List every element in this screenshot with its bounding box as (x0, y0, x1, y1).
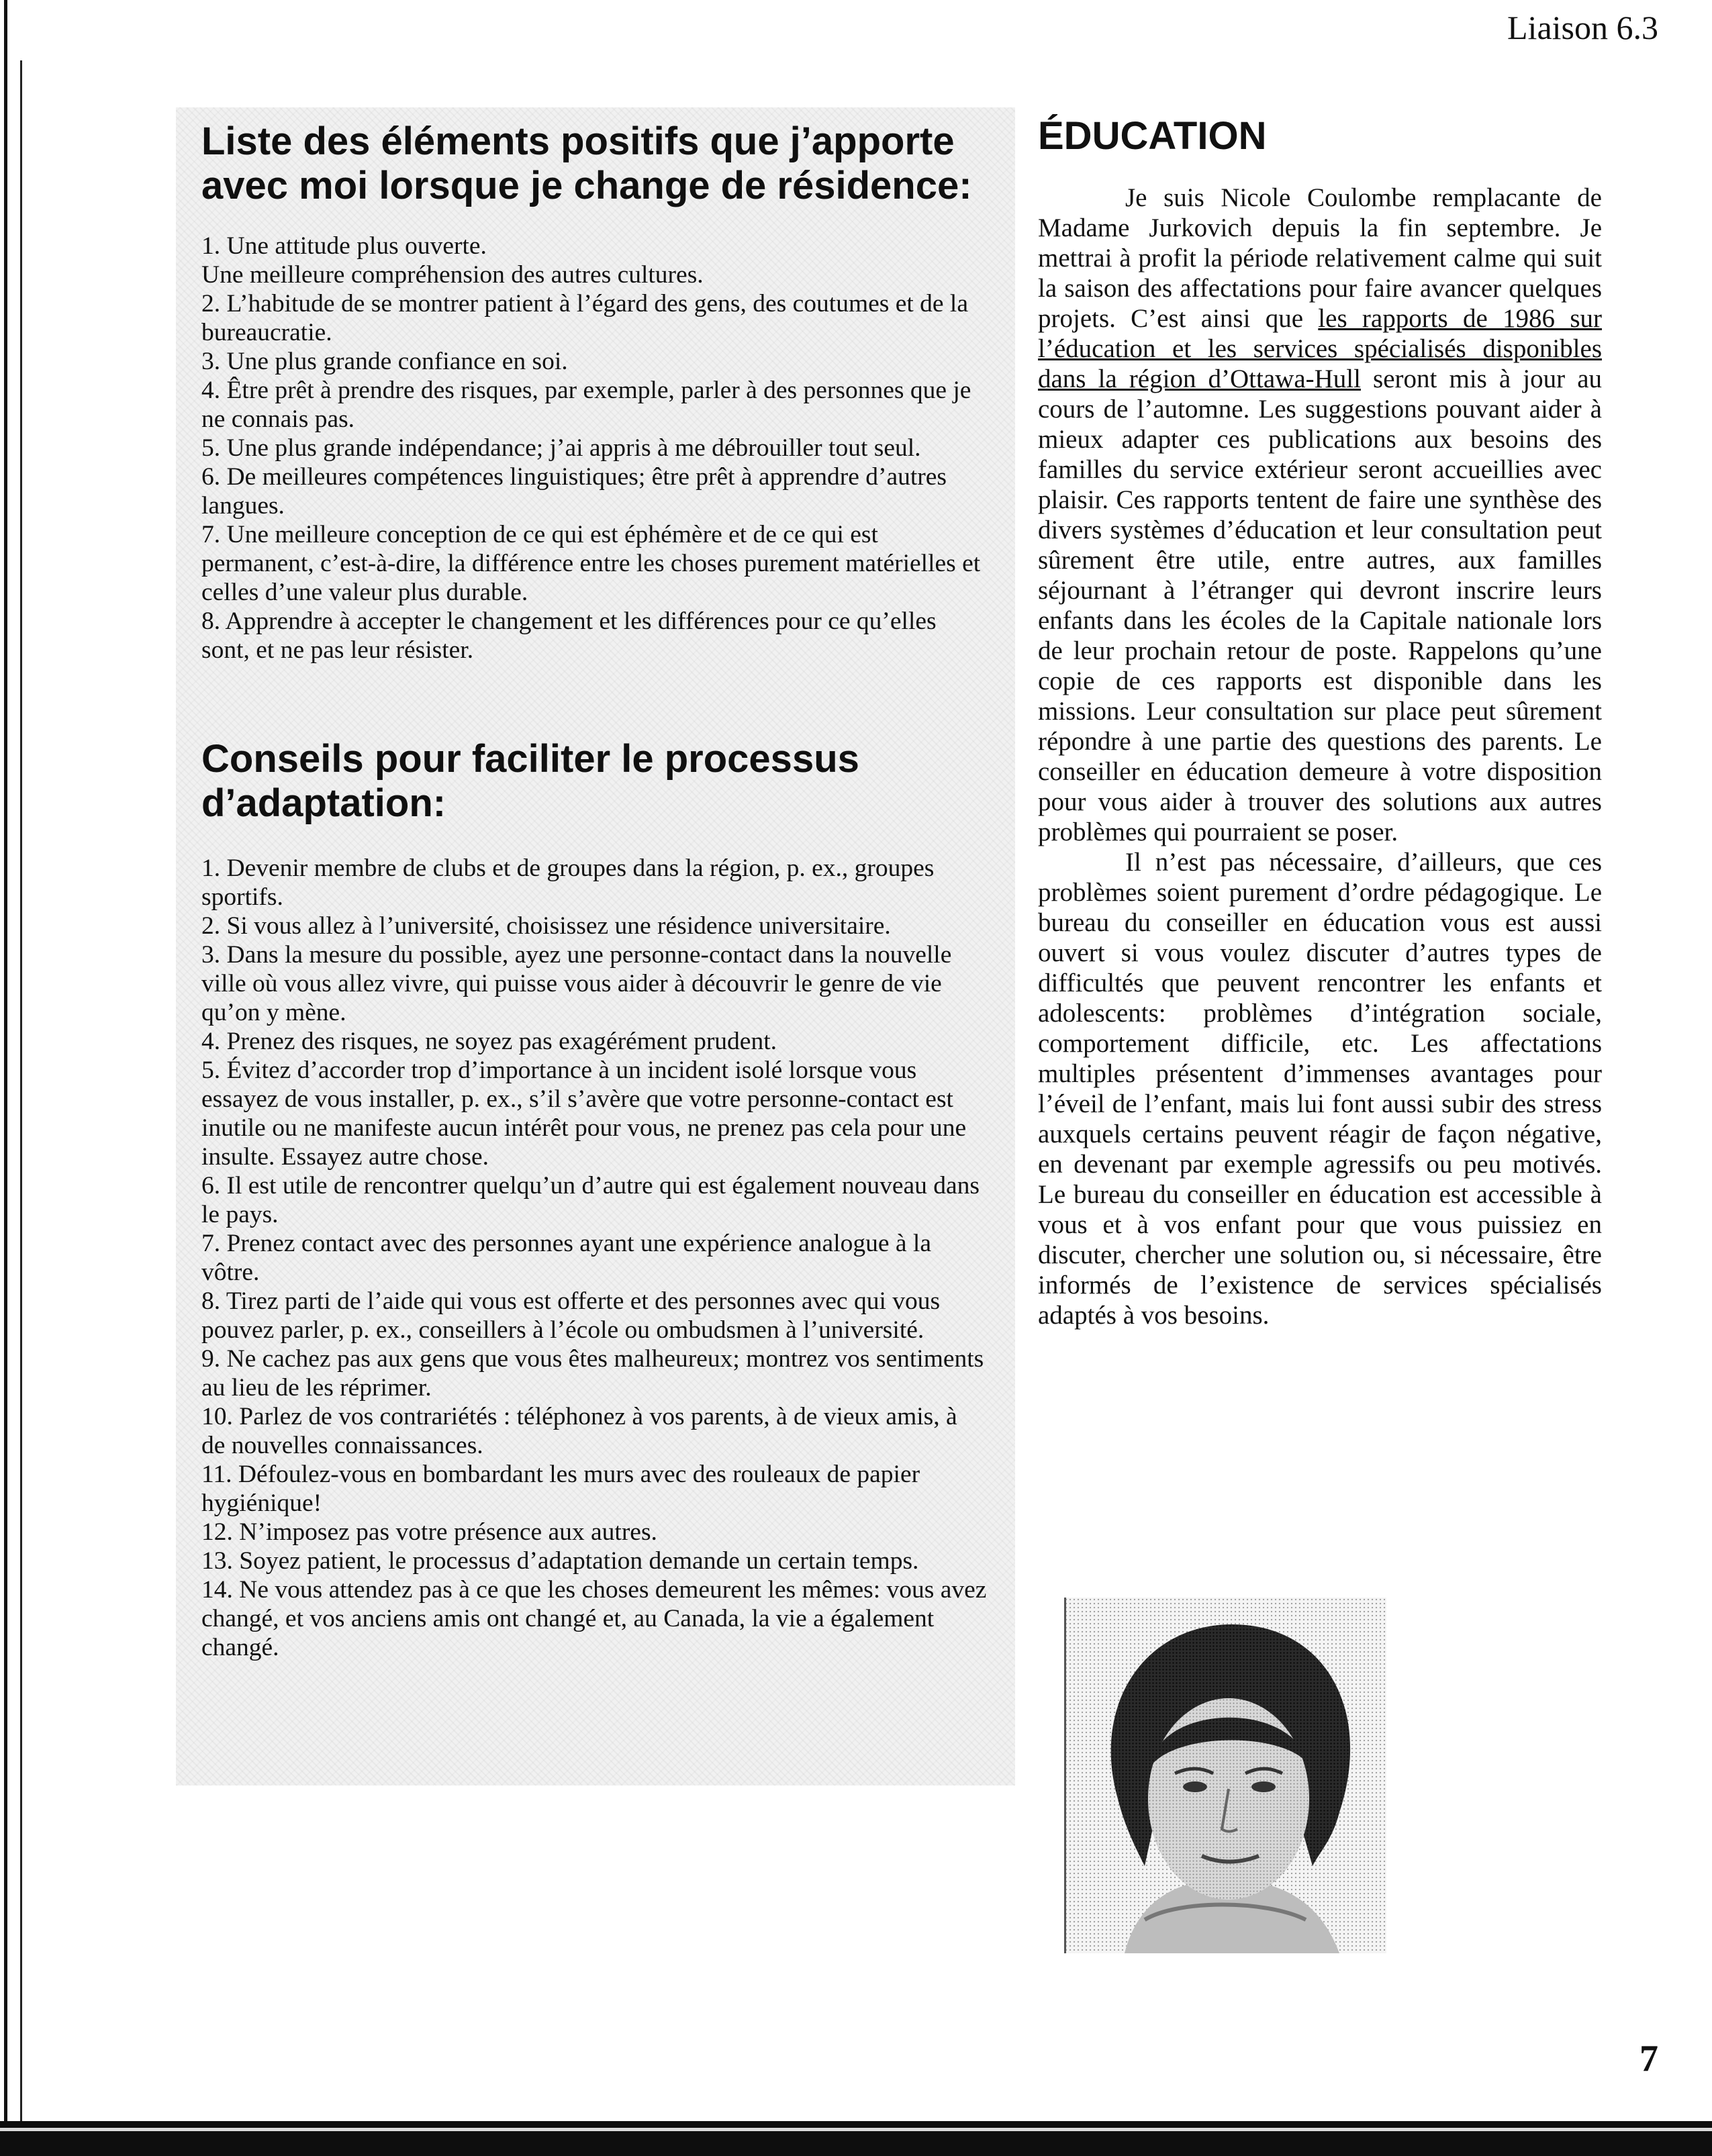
paragraph-text: seront mis à jour au cours de l’automne. Les suggestions pouvant aider à mieux adapter ces publications aux besoins des familles du service extérieur seront accueillies avec plaisir. Ces rapports tentent de faire une synthèse des divers systèmes d’éducation et leur consultation peut sûrement être utile, entre autres, aux familles séjournant à l’étranger qui devront inscrire leurs enfants dans les écoles de la Capitale nationale lors de leur prochain retour de poste. Rappelons qu’une copie de ces rapports est disponible dans les missions. Leur consultation sur place peut sûrement répondre à une partie des questions des parents. Le conseiller en éducation demeure à votre disposition pour vous aider à trouver des solutions aux autres problèmes qui pourraient se poser. (1038, 364, 1602, 846)
list-item: 3. Dans la mesure du possible, ayez une personne-contact dans la nouvelle ville où vous allez vivre, qui puisse vous aider à découvrir le genre de vie qu’on y mène. (201, 941, 952, 1026)
list-item: 4. Être prêt à prendre des risques, par exemple, parler à des personnes que je ne connais pas. (201, 377, 971, 433)
list-item: 11. Défoulez-vous en bombardant les murs avec des rouleaux de papier hygiénique! (201, 1461, 920, 1517)
positive-list-title (201, 119, 972, 208)
education-paragraph-1 (1038, 183, 1602, 847)
list-item: 13. Soyez patient, le processus d’adaptation demande un certain temps. (201, 1547, 919, 1575)
list-item: 2. L’habitude de se montrer patient à l’égard des gens, des coutumes et de la bureaucratie. (201, 290, 968, 346)
portrait-photo (1064, 1598, 1386, 1953)
list-item: 2. Si vous allez à l’université, choisissez une résidence universitaire. (201, 912, 891, 940)
advice-list (201, 854, 987, 1662)
positive-title-line-2: avec moi lorsque je change de résidence: (201, 164, 972, 207)
education-article (1038, 183, 1602, 1330)
list-item: 5. Évitez d’accorder trop d’importance à un incident isolé lorsque vous essayez de vous installer, p. ex., s’il s’avère que votre personne-contact est inutile ou ne manifeste aucun intérêt pour vous, ne prenez pas cela pour une insulte. Essayez autre chose. (201, 1057, 967, 1171)
list-item: 14. Ne vous attendez pas à ce que les choses demeurent les mêmes: vous avez changé, et vos anciens amis ont changé et, au Canada, la vie a également changé. (201, 1576, 987, 1661)
positive-title-line-1: Liste des éléments positifs que j’apporte (201, 119, 955, 163)
list-item: 7. Prenez contact avec des personnes ayant une expérience analogue à la vôtre. (201, 1230, 931, 1286)
advice-list-title (201, 737, 859, 826)
list-item: 10. Parlez de vos contrariétés : téléphonez à vos parents, à de vieux amis, à de nouvelles connaissances. (201, 1403, 957, 1459)
list-item: 1. Une attitude plus ouverte. (201, 232, 487, 260)
reports-reference: les rapports de 1986 sur l’éducation et les services spécialisés disponibles dans la région d’Ottawa-Hull (1038, 304, 1602, 393)
advice-title-line-2: d’adaptation: (201, 781, 446, 825)
running-head: Liaison 6.3 (1507, 9, 1658, 46)
list-item: 12. N’imposez pas votre présence aux autres. (201, 1518, 657, 1546)
list-item: 7. Une meilleure conception de ce qui est éphémère et de ce qui est permanent, c’est-à-dire, la différence entre les choses purement matérielles et celles d’une valeur plus durable. (201, 521, 981, 606)
list-item: 8. Tirez parti de l’aide qui vous est offerte et des personnes avec qui vous pouvez parler, p. ex., conseillers à l’école ou ombudsmen à l’université. (201, 1287, 941, 1344)
advice-title-line-1: Conseils pour faciliter le processus (201, 737, 859, 781)
positive-list (201, 232, 987, 665)
education-title: ÉDUCATION (1038, 114, 1267, 158)
list-item: 1. Devenir membre de clubs et de groupes dans la région, p. ex., groupes sportifs. (201, 854, 935, 911)
scan-bottom-band (0, 2121, 1712, 2156)
paragraph-text: Je suis Nicole Coulombe remplacante de Madame Jurkovich depuis la fin septembre. Je mettrai à profit la période relativement calme qui suit la saison des affectations pour faire avancer quelques projets. C’est ainsi que (1038, 183, 1602, 333)
list-item: 3. Une plus grande confiance en soi. (201, 348, 568, 375)
education-paragraph-2: Il n’est pas nécessaire, d’ailleurs, que ces problèmes soient purement d’ordre pédagogique. Le bureau du conseiller en éducation vous est aussi ouvert si vous voulez discuter d’autres types de difficultés que peuvent rencontrer les enfants et adolescents: problèmes d’intégration sociale, comportement difficile, etc. Les affectations multiples présentent d’immenses avantages pour l’éveil de l’enfant, mais lui font aussi subir des stress auxquels certains peuvent réagir de façon négative, en devenant par exemple agressifs ou peu motivés. Le bureau du conseiller en éducation est accessible à vous et à vos enfant pour que vous puissiez en discuter, chercher une solution ou, si nécessaire, être informés de l’existence de services spécialisés adaptés à vos besoins. (1038, 848, 1602, 1330)
list-item: Une meilleure compréhension des autres cultures. (201, 261, 704, 289)
list-item: 8. Apprendre à accepter le changement et les différences pour ce qu’elles sont, et ne pas leur résister. (201, 607, 937, 664)
list-item: 9. Ne cachez pas aux gens que vous êtes malheureux; montrez vos sentiments au lieu de les réprimer. (201, 1345, 984, 1402)
list-item: 4. Prenez des risques, ne soyez pas exagérément prudent. (201, 1028, 777, 1055)
list-item: 5. Une plus grande indépendance; j’ai appris à me débrouiller tout seul. (201, 434, 921, 462)
page-number: 7 (1639, 2038, 1658, 2079)
binding-edge (0, 0, 30, 2156)
list-item: 6. Il est utile de rencontrer quelqu’un d’autre qui est également nouveau dans le pays. (201, 1172, 980, 1228)
list-item: 6. De meilleures compétences linguistiques; être prêt à apprendre d’autres langues. (201, 463, 947, 520)
